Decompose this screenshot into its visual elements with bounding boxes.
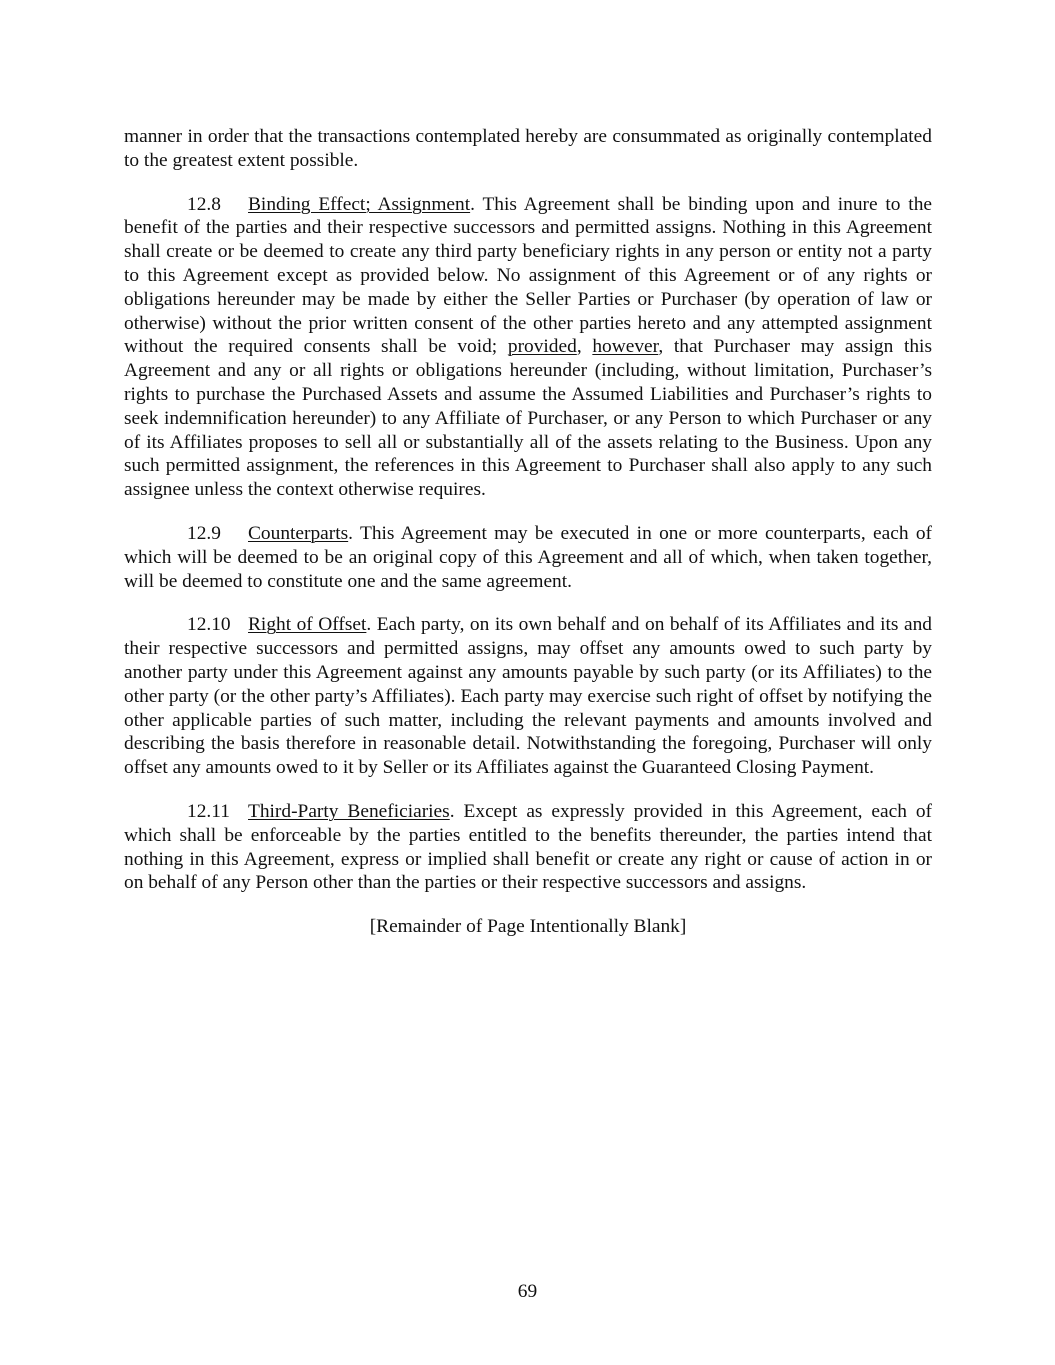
section-text: This Agreement may be executed in one or more counterparts, each of which will be deemed to be an original copy of this Agreement and all of which, when taken together, will be deemed to constitute one and the same agreement. <box>124 522 932 592</box>
section-number: 12.8 <box>187 193 221 215</box>
section-number: 12.9 <box>187 522 221 544</box>
document-page <box>124 125 932 959</box>
section-text: Each party, on its own behalf and on behalf of its Affiliates and its and their respective successors and permitted assigns, may offset any amounts owed to such party by another party under this Agreement against any amounts payable by such party (or its Affiliates) to the other party (or the other party’s Affiliates). Each party may exercise such right of offset by notifying the other applicable parties of such matter, including the relevant payments and amounts involved and describing the basis therefore in reasonable detail. Notwithstanding the foregoing, Purchaser will only offset any amounts owed to it by Seller or its Affiliates against the Guaranteed Closing Payment. <box>124 614 932 779</box>
page-number: 69 <box>517 1281 538 1302</box>
section-text: Except as expressly provided in this Agreement, each of which shall be enforceable by the parties entitled to the benefits thereunder, the parties intend that nothing in this Agreement, express or implied shall benefit or create any right or cause of action in or on behalf of any Person other than the parties or their respective successors and assigns. <box>124 800 932 894</box>
heading-punctuation: . <box>449 800 455 822</box>
section-12-10 <box>124 613 932 780</box>
section-number: 12.11 <box>187 800 230 822</box>
heading-punctuation: . <box>348 522 354 544</box>
section-12-9 <box>124 522 932 593</box>
however-term: however <box>592 336 659 358</box>
section-text-continued: , that Purchaser may assign this Agreement and any or all rights or obligations hereunder (including, without limitation, Purchaser’s rights to purchase the Purchased Assets and assume the Assumed Liabilities and Purchaser’s rights to seek indemnification hereunder) to any Affiliate of Purchaser, or any Person to which Purchaser or any of its Affiliates proposes to sell all or substantially all of the assets relating to the Business. Upon any such permitted assignment, the references in this Agreement to Purchaser shall also apply to any such assignee unless the context otherwise requires. <box>124 336 932 501</box>
remainder-blank-note: [Remainder of Page Intentionally Blank] <box>369 916 687 938</box>
heading-punctuation: . <box>366 614 372 636</box>
heading-punctuation: . <box>470 193 475 215</box>
section-12-8 <box>124 193 932 502</box>
section-heading: Binding Effect; Assignment <box>248 193 471 215</box>
section-heading: Third-Party Beneficiaries <box>248 800 450 822</box>
section-number: 12.10 <box>187 614 231 636</box>
section-12-11 <box>124 800 932 895</box>
term-separator: , <box>576 336 593 358</box>
provided-term: provided <box>507 336 577 358</box>
section-heading: Right of Offset <box>248 614 367 636</box>
section-text: This Agreement shall be binding upon and inure to the benefit of the parties and their respective successors and permitted assigns. Nothing in this Agreement shall create or be deemed to create any third party beneficiary rights in any person or entity not a party to this Agreement except as provided below. No assignment of this Agreement or of any rights or obligations hereunder may be made by either the Seller Parties or Purchaser (by operation of law or otherwise) without the prior written consent of the other parties hereto and any attempted assignment without the required consents shall be void; <box>124 193 933 358</box>
continuation-paragraph: manner in order that the transactions contemplated hereby are consummated as originally contemplated to the greatest extent possible. <box>124 126 932 171</box>
section-heading: Counterparts <box>248 522 349 544</box>
